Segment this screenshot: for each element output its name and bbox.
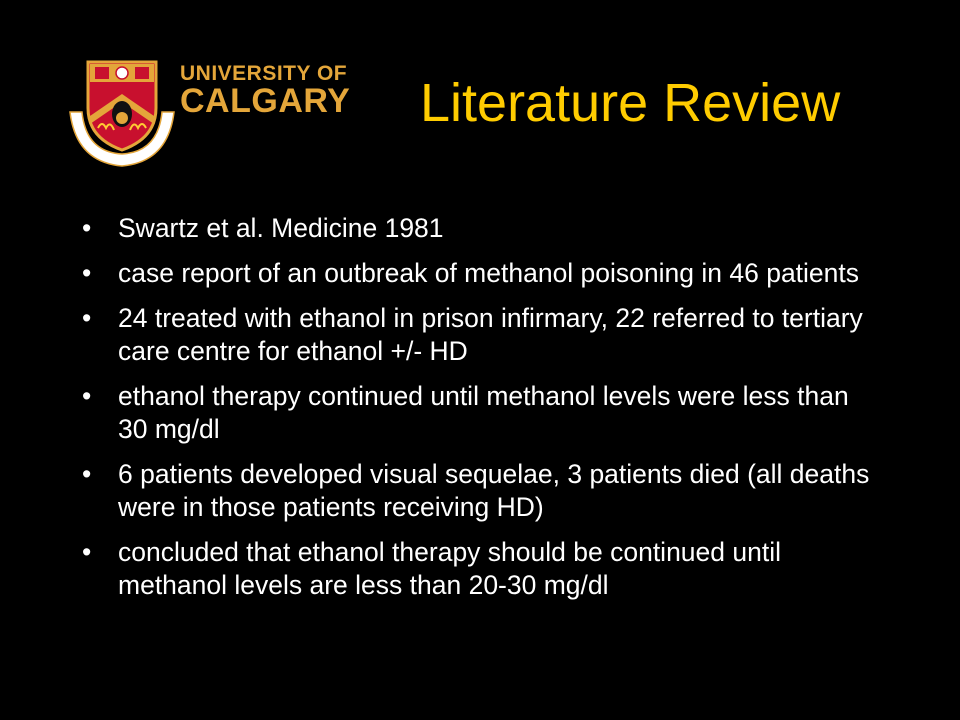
bullet-text: concluded that ethanol therapy should be continued until methanol levels are less than 20-30 mg/dl bbox=[118, 537, 781, 600]
bullet-text: case report of an outbreak of methanol poisoning in 46 patients bbox=[118, 258, 860, 288]
bullet-text: Swartz et al. Medicine 1981 bbox=[118, 213, 444, 243]
bullet-item bbox=[78, 458, 878, 524]
bullet-list bbox=[78, 212, 878, 614]
slide-title: Literature Review bbox=[420, 73, 841, 133]
bullet-marker: • bbox=[82, 258, 92, 288]
bullet-marker: • bbox=[82, 303, 92, 333]
bullet-text: 24 treated with ethanol in prison infirmary, 22 referred to tertiary care centre for ethanol +/- HD bbox=[118, 303, 863, 366]
bullet-text: 6 patients developed visual sequelae, 3 patients died (all deaths were in those patients receiving HD) bbox=[118, 459, 870, 522]
bullet-item bbox=[78, 302, 878, 368]
bullet-marker: • bbox=[82, 459, 92, 489]
logo-wordmark-line1: UNIVERSITY OF bbox=[180, 62, 348, 85]
bullet-item bbox=[78, 212, 878, 245]
bullet-item bbox=[78, 380, 878, 446]
bullet-marker: • bbox=[82, 537, 92, 567]
logo-wordmark-line2: CALGARY bbox=[180, 82, 351, 120]
bullet-marker: • bbox=[82, 213, 92, 243]
bullet-item bbox=[78, 257, 878, 290]
university-logo bbox=[62, 54, 362, 172]
bullet-item bbox=[78, 536, 878, 602]
bullet-text: ethanol therapy continued until methanol levels were less than 30 mg/dl bbox=[118, 381, 849, 444]
bullet-marker: • bbox=[82, 381, 92, 411]
